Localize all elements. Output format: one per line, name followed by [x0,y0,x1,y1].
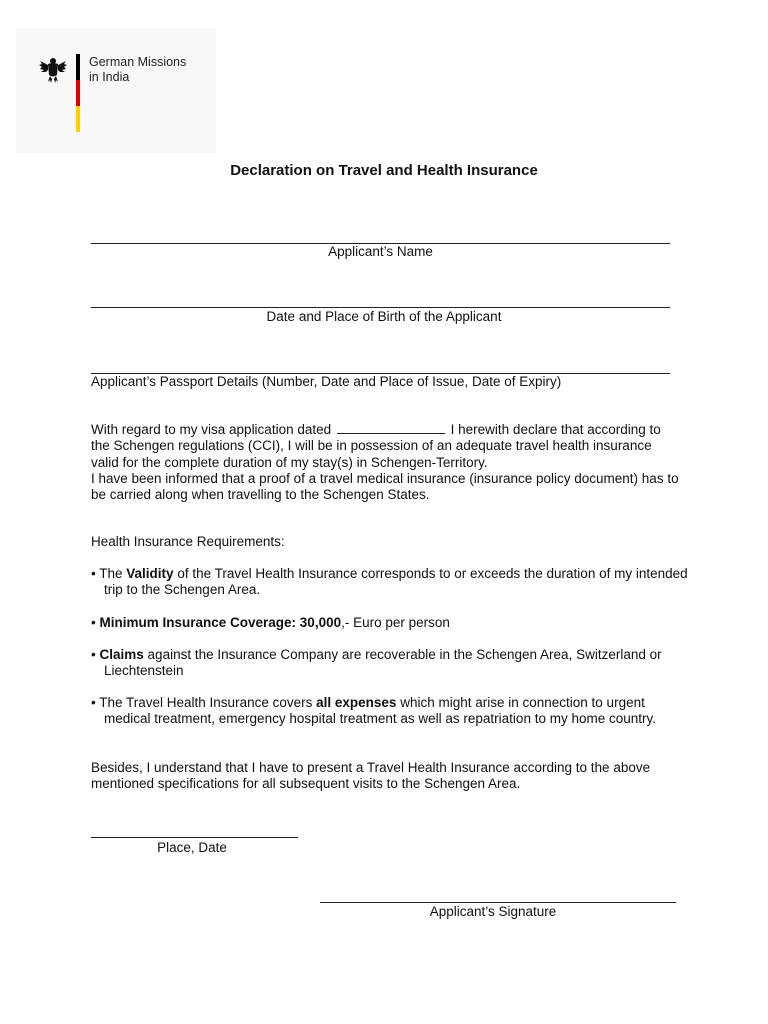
eagle-icon [38,55,68,85]
requirement-validity-text: of the Travel Health Insurance corresponds to or exceeds the duration of my intended trip to the Schengen Area. [104,566,688,598]
birth-details-line[interactable] [91,307,670,308]
requirement-validity-pre: The [99,566,123,581]
org-name-line1: German Missions [89,55,187,69]
requirement-expenses-pre: The Travel Health Insurance covers [99,695,313,710]
org-name-line2: in India [89,70,130,84]
bullet-glyph: • [91,615,96,630]
place-date-label: Place, Date [157,840,227,855]
application-date-blank[interactable] [337,421,445,434]
declaration-pre-blank: With regard to my visa application dated [91,422,332,437]
requirement-coverage-bold: Minimum Insurance Coverage: 30,000 [99,615,342,630]
requirement-validity [91,566,694,599]
bullet-glyph: • [91,647,96,662]
declaration-paragraph [91,421,681,471]
bullet-glyph: • [91,566,96,581]
signature-label: Applicant’s Signature [429,904,557,919]
declaration-post-blank: I herewith declare that according to the Schengen regulations (CCI), I will be in possession of an adequate travel health insurance valid for the complete duration of my stay(s) in Schengen-Territory. [91,422,661,470]
document-title: Declaration on Travel and Health Insurance [230,162,538,179]
birth-details-label: Date and Place of Birth of the Applicant [266,309,502,324]
requirement-coverage [91,615,694,631]
applicant-name-label: Applicant’s Name [328,244,433,259]
requirement-coverage-text: ,- Euro per person [341,615,450,630]
requirement-claims [91,647,694,680]
bullet-glyph: • [91,695,96,710]
requirement-expenses [91,695,694,728]
org-name [89,55,186,85]
informed-paragraph: I have been informed that a proof of a travel medical insurance (insurance policy document) has to be carried along when travelling to the Schengen States. [91,470,679,503]
besides-paragraph: Besides, I understand that I have to present a Travel Health Insurance according to the above mentioned specifications for all subsequent visits to the Schengen Area. [91,760,651,792]
german-flag-bar [76,54,80,132]
passport-details-label: Applicant’s Passport Details (Number, Date and Place of Issue, Date of Expiry) [91,374,562,389]
requirement-expenses-text: which might arise in connection to urgent medical treatment, emergency hospital treatment as well as repatriation to my home country. [104,695,656,727]
requirement-expenses-bold: all expenses [316,695,397,710]
requirement-claims-text: against the Insurance Company are recoverable in the Schengen Area, Switzerland or Liechtenstein [104,647,662,679]
declaration-block [91,421,681,503]
requirements-heading: Health Insurance Requirements: [91,534,285,549]
header-logo-area [16,28,216,153]
requirement-validity-bold: Validity [126,566,174,581]
requirement-claims-bold: Claims [99,647,144,662]
place-date-line[interactable] [91,837,298,838]
signature-line[interactable] [320,902,676,903]
